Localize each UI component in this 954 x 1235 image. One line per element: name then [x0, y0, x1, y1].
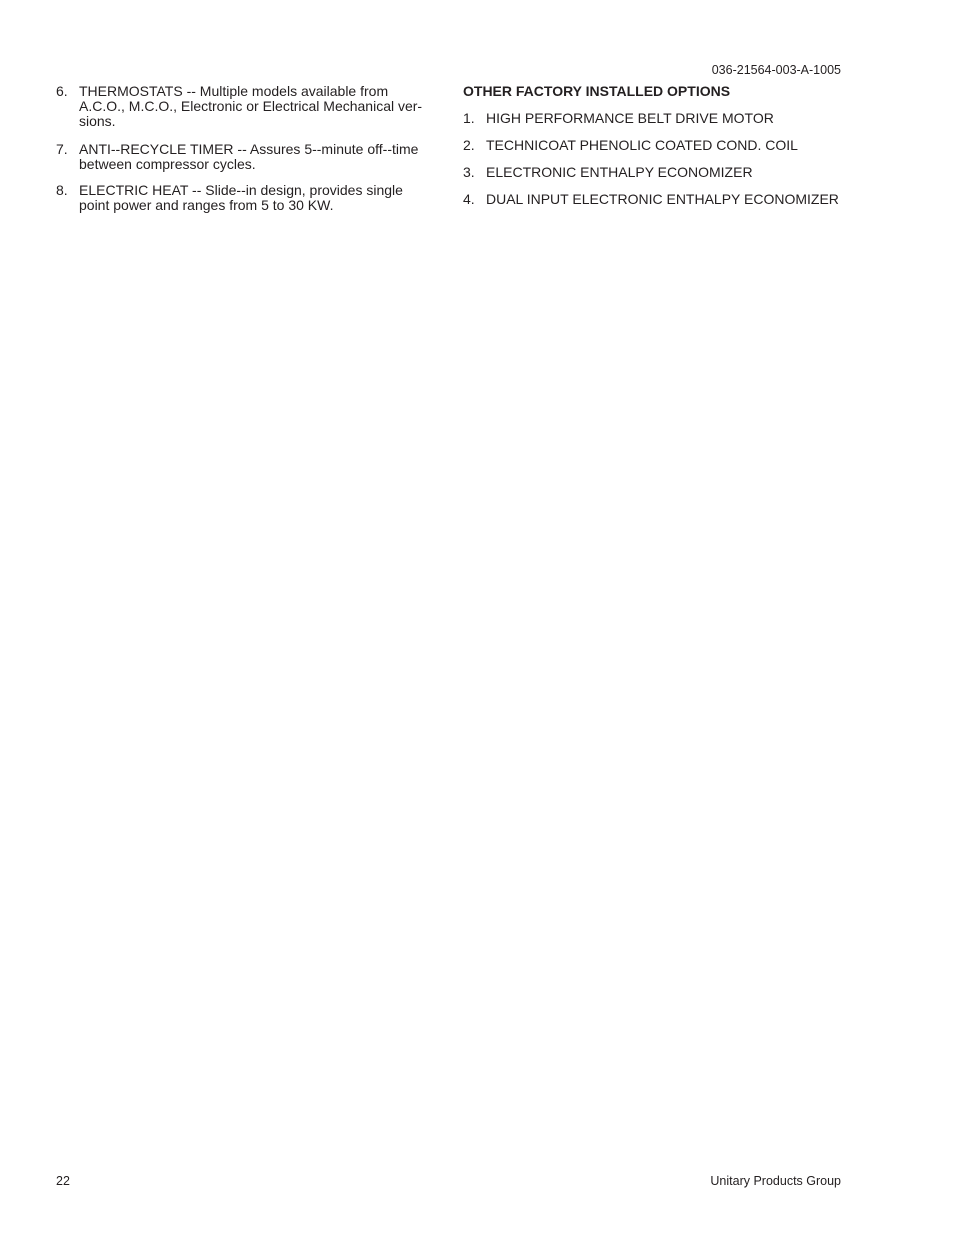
item-number: 4. — [463, 191, 475, 207]
list-item — [463, 111, 853, 126]
item-number: 1. — [463, 110, 475, 126]
list-item — [463, 192, 853, 207]
item-number: 2. — [463, 137, 475, 153]
item-number: 7. — [56, 141, 68, 157]
item-text: THERMOSTATS -- Multiple models available from A.C.O., M.C.O., Electronic or Electrical Mechanical ver- sions. — [79, 83, 423, 129]
list-item — [463, 165, 853, 180]
footer-brand: Unitary Products Group — [710, 1174, 841, 1188]
left-column — [56, 84, 428, 226]
item-text: ELECTRIC HEAT -- Slide--in design, provides single point power and ranges from 5 to 30 KW. — [79, 182, 403, 213]
list-item — [463, 138, 853, 153]
item-text: HIGH PERFORMANCE BELT DRIVE MOTOR — [486, 110, 774, 126]
item-text: TECHNICOAT PHENOLIC COATED COND. COIL — [486, 137, 798, 153]
page-number: 22 — [56, 1174, 70, 1188]
list-item — [56, 183, 428, 213]
item-text: DUAL INPUT ELECTRONIC ENTHALPY ECONOMIZER — [486, 191, 839, 207]
item-number: 6. — [56, 83, 68, 99]
item-text: ANTI--RECYCLE TIMER -- Assures 5--minute off--time between compressor cycles. — [79, 141, 419, 172]
item-text: ELECTRONIC ENTHALPY ECONOMIZER — [486, 164, 753, 180]
feature-list — [56, 84, 428, 213]
options-list — [463, 111, 853, 207]
document-number: 036-21564-003-A-1005 — [711, 63, 841, 77]
list-item — [56, 142, 428, 172]
item-number: 8. — [56, 182, 68, 198]
list-item — [56, 84, 428, 129]
right-column — [463, 84, 853, 219]
item-number: 3. — [463, 164, 475, 180]
section-heading: OTHER FACTORY INSTALLED OPTIONS — [463, 83, 731, 99]
